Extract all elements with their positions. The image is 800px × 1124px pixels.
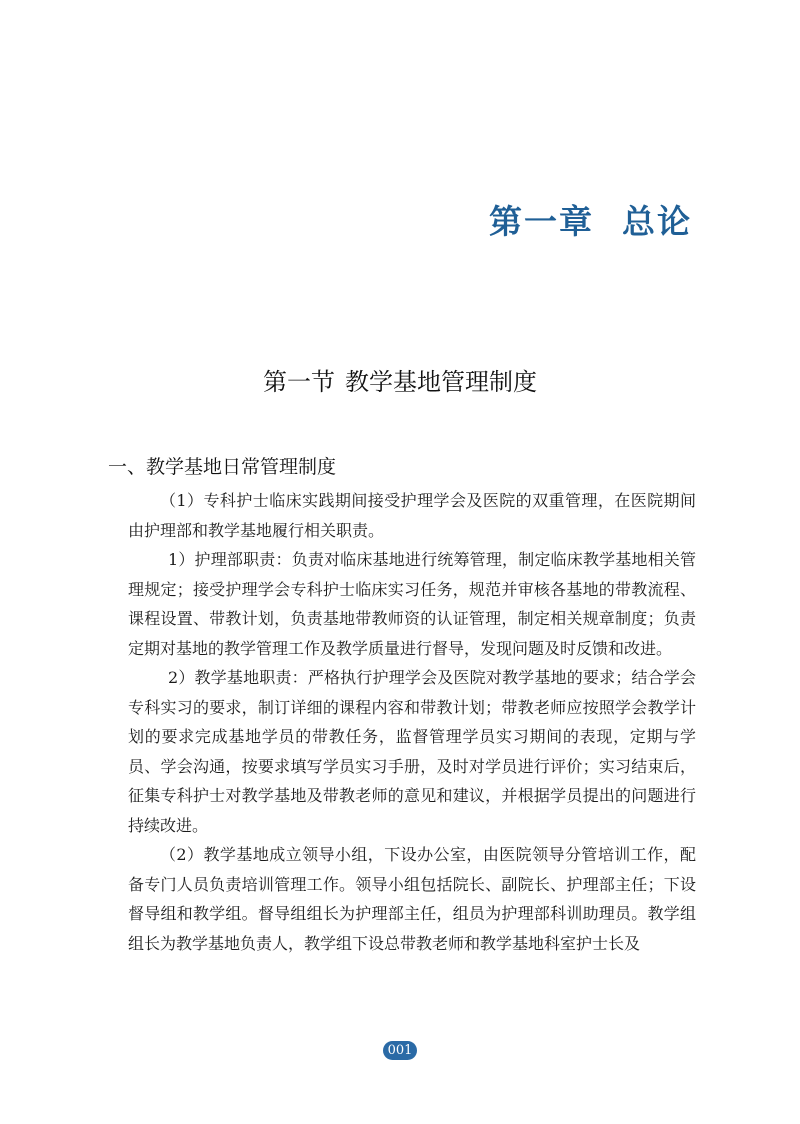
chapter-title [489, 196, 692, 243]
chapter-name: 总论 [622, 202, 692, 241]
subsection-heading: 一、教学基地日常管理制度 [108, 456, 337, 478]
paragraph: （2）教学基地成立领导小组，下设办公室，由医院领导分管培训工作，配备专门人员负责培训管理工作。领导小组包括院长、副院长、护理部主任；下设督导组和教学组。督导组组长为护理部主任，组员为护理部科训助理员。教学组组长为教学基地负责人，教学组下设总带教老师和教学基地科室护士长及 [128, 845, 696, 953]
section-title [0, 362, 800, 397]
body-text [128, 486, 696, 958]
paragraph: 1）护理部职责：负责对临床基地进行统筹管理，制定临床教学基地相关管理规定；接受护理学会专科护士临床实习任务，规范并审核各基地的带教流程、课程设置、带教计划，负责基地带教师资的认证管理，制定相关规章制度；负责定期对基地的教学管理工作及教学质量进行督导，发现问题及时反馈和改进。 [128, 550, 696, 658]
paragraph: （1）专科护士临床实践期间接受护理学会及医院的双重管理，在医院期间由护理部和教学基地履行相关职责。 [128, 491, 696, 540]
paragraph: 2）教学基地职责：严格执行护理学会及医院对教学基地的要求；结合学会专科实习的要求，制订详细的课程内容和带教计划；带教老师应按照学会教学计划的要求完成基地学员的带教任务，监督管理学员实习期间的表现，定期与学员、学会沟通，按要求填写学员实习手册，及时对学员进行评价；实习结束后，征集专科护士对教学基地及带教老师的意见和建议，并根据学员提出的问题进行持续改进。 [128, 668, 696, 835]
page-number-badge: 001 [383, 1041, 417, 1060]
chapter-number: 第一章 [489, 202, 594, 241]
section-name: 教学基地管理制度 [345, 368, 537, 396]
section-number: 第一节 [263, 368, 335, 396]
